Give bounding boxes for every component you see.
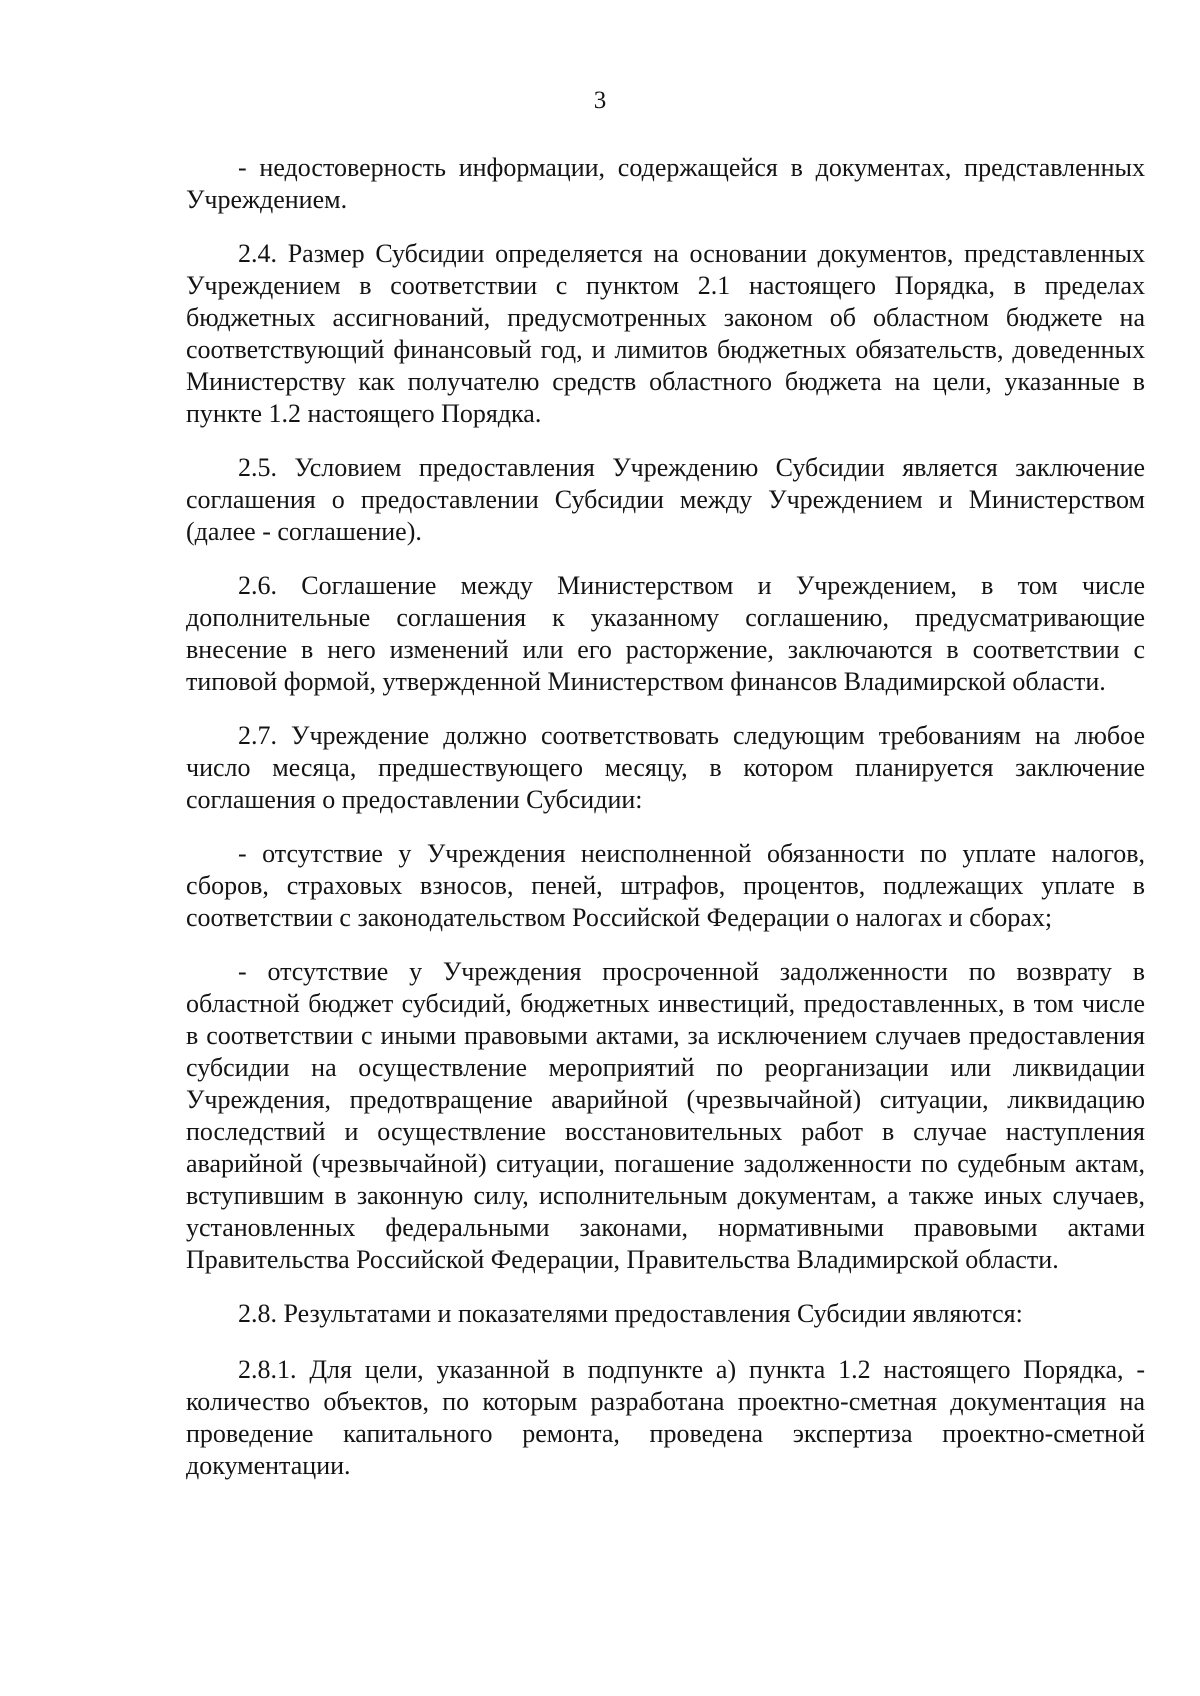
paragraph-requirement-taxes: - отсутствие у Учреждения неисполненной обязанности по уплате налогов, сборов, страховых взносов, пеней, штрафов, процентов, подлежащих уплате в соответствии с законодательством Российской Федерации о налогах и сборах;	[186, 839, 1145, 932]
paragraph-2-8: 2.8. Результатами и показателями предоставления Субсидии являются:	[238, 1299, 1023, 1328]
paragraph-2-8-1: 2.8.1. Для цели, указанной в подпункте а) пункта 1.2 настоящего Порядка, - количество объектов, по которым разработана проектно-сметная документация на проведение капитального ремонта, проведена экспертиза проектно-сметной документации.	[186, 1355, 1145, 1480]
paragraph-requirement-debt: - отсутствие у Учреждения просроченной задолженности по возврату в областной бюджет субсидий, бюджетных инвестиций, предоставленных, в том числе в соответствии с иными правовыми актами, за исключением случаев предоставления субсидии на осуществление мероприятий по реорганизации или ликвидации Учреждения, предотвращение аварийной (чрезвычайной) ситуации, ликвидацию последствий и осуществление восстановительных работ в случае наступления аварийной (чрезвычайной) ситуации, погашение задолженности по судебным актам, вступившим в законную силу, исполнительным документам, а также иных случаев, установленных федеральными законами, нормативными правовыми актами Правительства Российской Федерации, Правительства Владимирской области.	[186, 957, 1145, 1274]
page-number: 3	[593, 87, 607, 114]
paragraph-2-7: 2.7. Учреждение должно соответствовать следующим требованиям на любое число месяца, предшествующего месяцу, в котором планируется заключение соглашения о предоставлении Субсидии:	[186, 721, 1145, 814]
paragraph-2-4: 2.4. Размер Субсидии определяется на основании документов, представленных Учреждением в соответствии с пунктом 2.1 настоящего Порядка, в пределах бюджетных ассигнований, предусмотренных законом об областном бюджете на соответствующий финансовый год, и лимитов бюджетных обязательств, доведенных Министерству как получателю средств областного бюджета на цели, указанные в пункте 1.2 настоящего Порядка.	[186, 239, 1145, 428]
paragraph-2-6: 2.6. Соглашение между Министерством и Учреждением, в том числе дополнительные соглашения к указанному соглашению, предусматривающие внесение в него изменений или его расторжение, заключаются в соответствии с типовой формой, утвержденной Министерством финансов Владимирской области.	[186, 571, 1145, 696]
paragraph-2-5: 2.5. Условием предоставления Учреждению Субсидии является заключение соглашения о предоставлении Субсидии между Учреждением и Министерством (далее - соглашение).	[186, 453, 1145, 546]
paragraph-unreliable-info: - недостоверность информации, содержащейся в документах, представленных Учреждением.	[186, 153, 1145, 214]
document-body	[186, 152, 1145, 1504]
